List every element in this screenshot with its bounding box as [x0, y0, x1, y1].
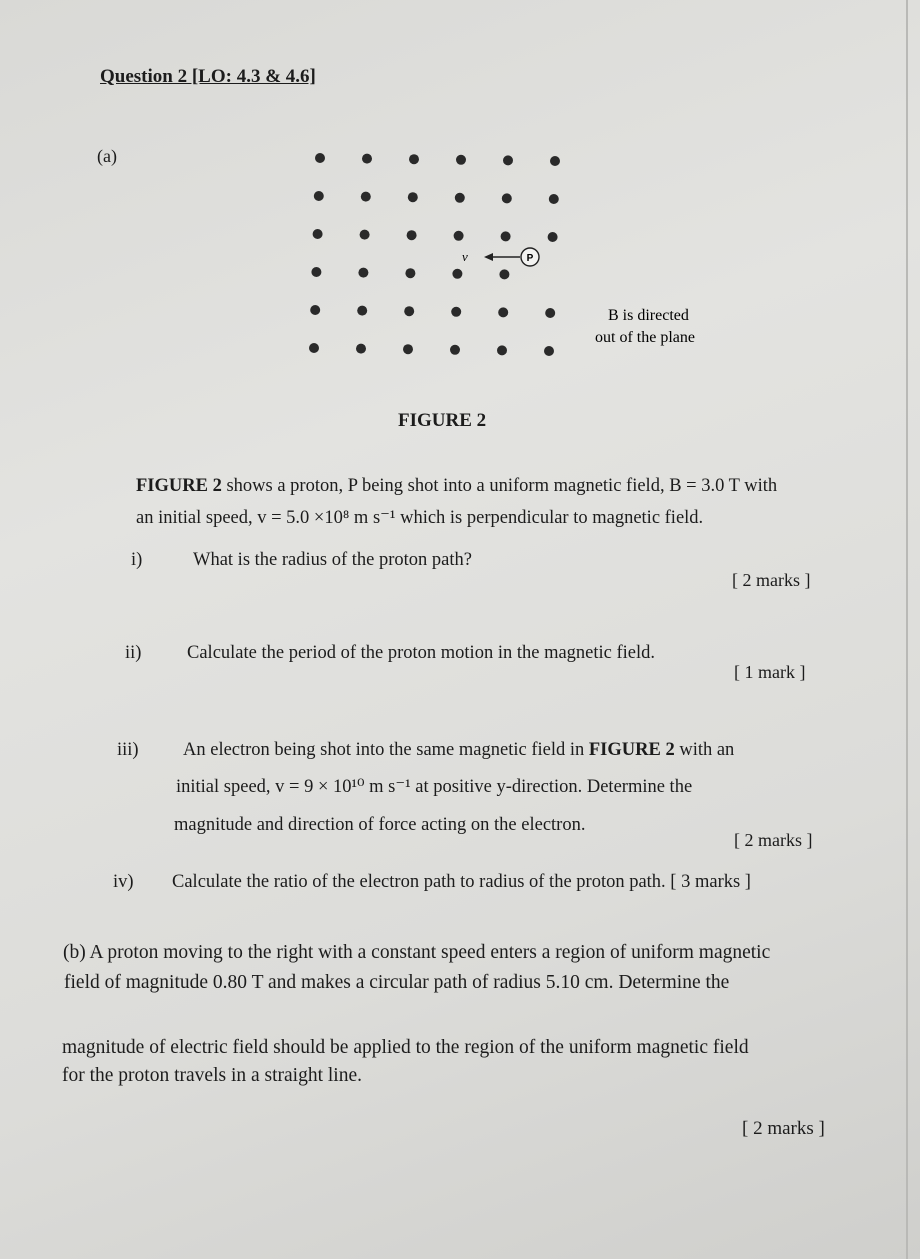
question-iii-line-1 [183, 740, 734, 761]
velocity-arrowhead [484, 253, 493, 261]
question-iii-number: iii) [117, 740, 139, 760]
field-dot [451, 307, 461, 317]
intro-figure-ref: FIGURE 2 [136, 476, 222, 496]
field-dot [357, 306, 367, 316]
field-dot [310, 305, 320, 315]
part-b-line-1: (b) A proton moving to the right with a constant speed enters a region of uniform magnetic [63, 942, 771, 963]
question-iii-line-2: initial speed, v = 9 × 10¹⁰ m s⁻¹ at positive y-direction. Determine the [176, 777, 693, 797]
question-iii-figure-ref: FIGURE 2 [588, 740, 675, 760]
field-dot [314, 191, 324, 201]
field-dot [311, 267, 321, 277]
part-b-line-2: field of magnitude 0.80 T and makes a circular path of radius 5.10 cm. Determine the [64, 972, 730, 993]
question-iii-line-1b: with an [674, 740, 735, 760]
question-ii-marks: [ 1 mark ] [734, 662, 806, 682]
page-edge-shadow [906, 0, 908, 1259]
question-iv-text: Calculate the ratio of the electron path to radius of the proton path. [ 3 marks ] [172, 872, 751, 892]
field-dot [403, 344, 413, 354]
question-iii-line-1a: An electron being shot into the same magnetic field in [183, 740, 589, 760]
field-dot [548, 232, 558, 242]
field-dot [407, 230, 417, 240]
question-iii-line-3: magnitude and direction of force acting on the electron. [174, 815, 586, 835]
question-i-marks: [ 2 marks ] [732, 570, 811, 590]
field-dot [450, 345, 460, 355]
proton-label: P [526, 253, 534, 264]
field-dot [404, 306, 414, 316]
field-dot [361, 192, 371, 202]
field-dot [405, 268, 415, 278]
field-dot [498, 307, 508, 317]
field-dot [502, 193, 512, 203]
intro-line-2: an initial speed, v = 5.0 ×10⁸ m s⁻¹ which is perpendicular to magnetic field. [136, 508, 704, 528]
part-b-marks: [ 2 marks ] [742, 1118, 825, 1139]
field-dot [313, 229, 323, 239]
intro-line-1-text: shows a proton, P being shot into a uniform magnetic field, B = 3.0 T with [221, 476, 778, 496]
figure-magnetic-field [290, 140, 730, 370]
question-ii-number: ii) [125, 643, 142, 663]
question-iv-number: iv) [113, 872, 134, 892]
question-ii-text: Calculate the period of the proton motion in the magnetic field. [187, 643, 656, 663]
field-dot [501, 231, 511, 241]
field-dot [452, 269, 462, 279]
question-i-number: i) [131, 550, 143, 570]
field-note-line1: B is directed [608, 307, 689, 324]
field-dot [360, 230, 370, 240]
figure-caption: FIGURE 2 [398, 410, 487, 431]
field-dot [545, 308, 555, 318]
field-dot [358, 268, 368, 278]
field-dot [497, 345, 507, 355]
field-dot [499, 269, 509, 279]
part-b-line-3: magnitude of electric field should be applied to the region of the uniform magnetic field [62, 1037, 749, 1058]
field-dot [550, 156, 560, 166]
field-dot [455, 193, 465, 203]
field-dot [503, 155, 513, 165]
field-dot [309, 343, 319, 353]
intro-line-1 [136, 476, 777, 497]
velocity-label: v [462, 249, 468, 264]
field-dot [456, 155, 466, 165]
field-dot [356, 344, 366, 354]
field-dot [544, 346, 554, 356]
question-heading: Question 2 [LO: 4.3 & 4.6] [100, 66, 316, 87]
field-dot [409, 154, 419, 164]
part-b-line-4: for the proton travels in a straight line. [62, 1065, 363, 1086]
field-dot [315, 153, 325, 163]
part-a-label: (a) [97, 146, 117, 166]
field-note-line2: out of the plane [595, 329, 695, 346]
field-dot [408, 192, 418, 202]
question-iii-marks: [ 2 marks ] [734, 830, 813, 850]
field-dot [454, 231, 464, 241]
field-dot [549, 194, 559, 204]
field-dot [362, 154, 372, 164]
question-i-text: What is the radius of the proton path? [193, 550, 472, 570]
